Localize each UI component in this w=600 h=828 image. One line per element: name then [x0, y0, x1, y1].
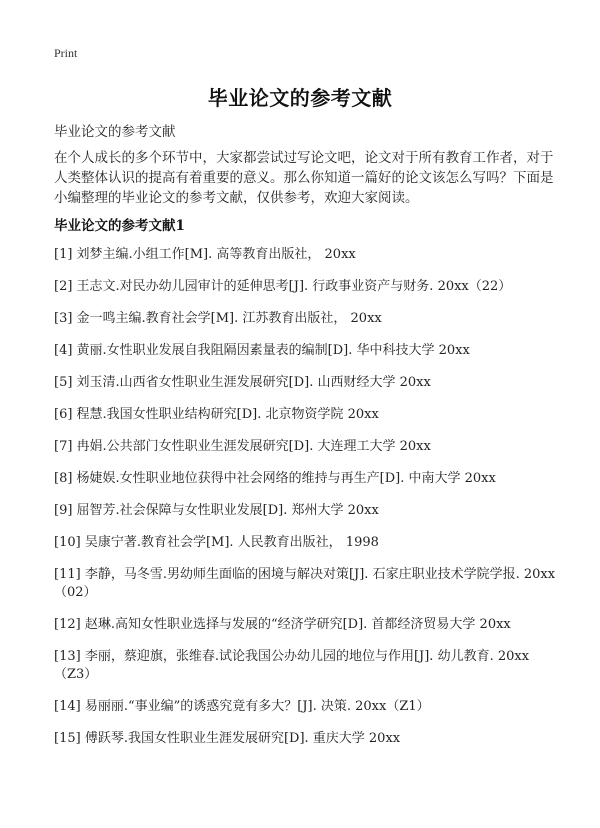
reference-list	[54, 246, 564, 762]
reference-item: [3] 金一鸣主编.教育社会学[M]. 江苏教育出版社， 20xx	[54, 311, 382, 326]
reference-item: [11] 李静，马冬雪.男幼师生面临的困境与解决对策[J]. 石家庄职业技术学院学报. 20xx（02）	[54, 567, 556, 600]
print-link[interactable]: Print	[54, 46, 78, 60]
reference-item: [10] 吴康宁著.教育社会学[M]. 人民教育出版社， 1998	[54, 535, 379, 550]
reference-item: [4] 黄丽.女性职业发展自我阻隔因素量表的编制[D]. 华中科技大学 20xx	[54, 343, 470, 358]
reference-item: [6] 程慧.我国女性职业结构研究[D]. 北京物资学院 20xx	[54, 407, 379, 422]
reference-item: [14] 易丽丽.“事业编”的诱惑究竟有多大？[J]. 决策. 20xx（Z1）	[54, 699, 430, 714]
reference-item: [9] 屈智芳.社会保障与女性职业发展[D]. 郑州大学 20xx	[54, 503, 379, 518]
intro-paragraph: 在个人成长的多个环节中，大家都尝试过写论文吧，论文对于所有教育工作者，对于人类整体认识的提高有着重要的意义。那么你知道一篇好的论文该怎么写吗？下面是小编整理的毕业论文的参考文献，仅供参考，欢迎大家阅读。	[54, 150, 554, 206]
reference-item: [7] 冉娟.公共部门女性职业生涯发展研究[D]. 大连理工大学 20xx	[54, 439, 431, 454]
reference-item: [2] 王志文.对民办幼儿园审计的延伸思考[J]. 行政事业资产与财务. 20xx（22）	[54, 279, 512, 294]
reference-item: [1] 刘梦主编.小组工作[M]. 高等教育出版社， 20xx	[54, 247, 356, 262]
reference-item: [15] 傅跃琴.我国女性职业生涯发展研究[D]. 重庆大学 20xx	[54, 731, 401, 746]
document-subtitle: 毕业论文的参考文献	[54, 124, 176, 140]
reference-item: [8] 杨婕娱.女性职业地位获得中社会网络的维持与再生产[D]. 中南大学 20xx	[54, 471, 496, 486]
page-title: 毕业论文的参考文献	[207, 86, 393, 110]
reference-item: [5] 刘玉清.山西省女性职业生涯发展研究[D]. 山西财经大学 20xx	[54, 375, 431, 390]
section-heading: 毕业论文的参考文献1	[54, 218, 185, 234]
reference-item: [12] 赵琳.高知女性职业选择与发展的“经济学研究[D]. 首都经济贸易大学 20xx	[54, 617, 511, 632]
reference-item: [13] 李丽，蔡迎旗，张维春.试论我国公办幼儿园的地位与作用[J]. 幼儿教育. 20xx（Z3）	[54, 649, 530, 682]
